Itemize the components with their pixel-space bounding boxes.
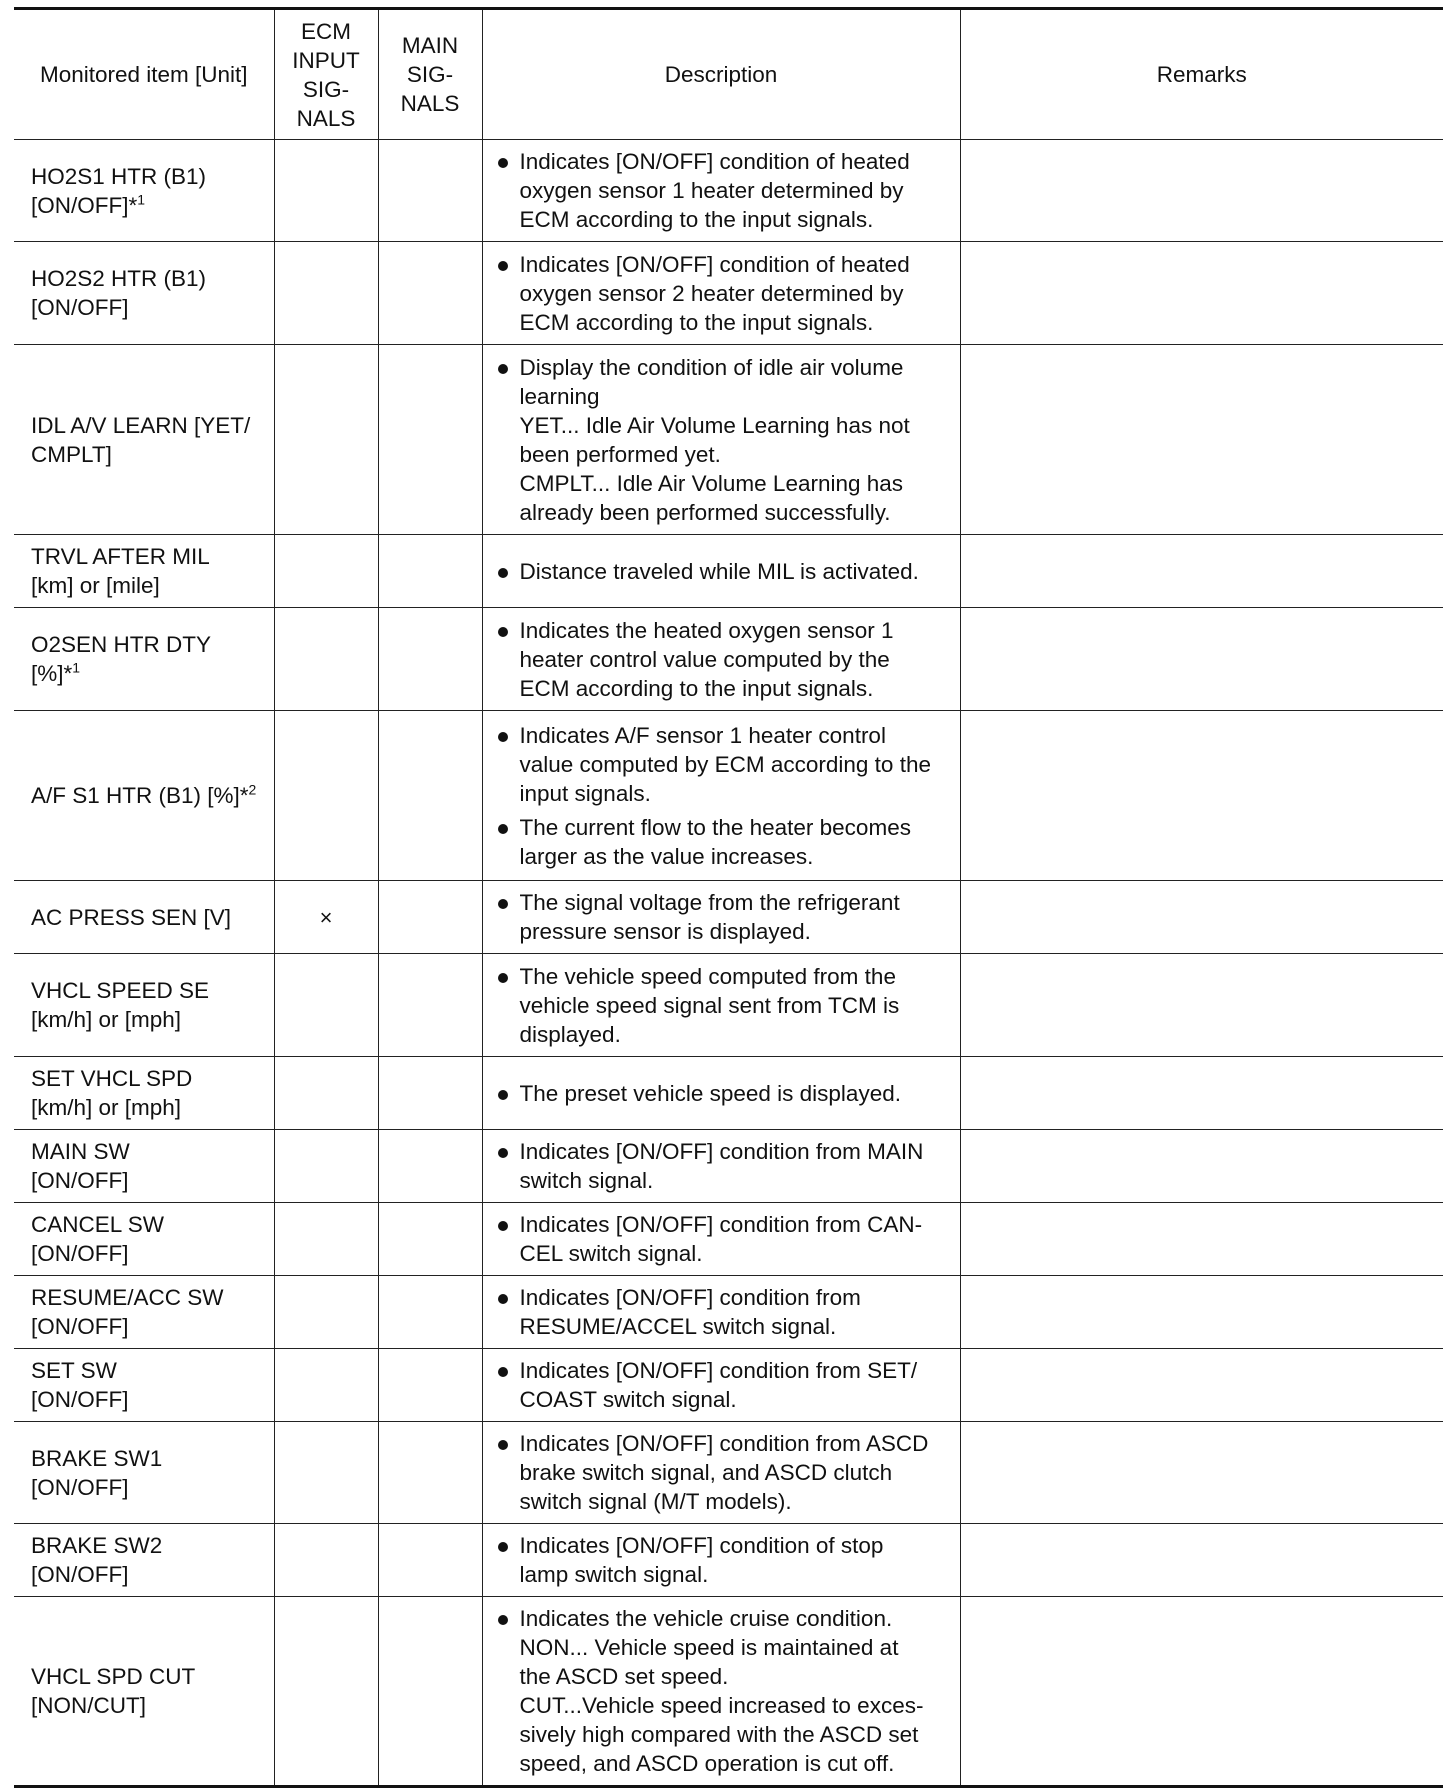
- remarks-cell: [960, 881, 1443, 954]
- description-line: CMPLT... Idle Air Volume Learning has: [519, 470, 904, 496]
- remarks-cell: [960, 1276, 1443, 1349]
- monitored-item-line: [ON/OFF]: [31, 295, 129, 320]
- description-bullets: [497, 1604, 952, 1778]
- description-line: Indicates [ON/OFF] condition from CAN-: [519, 1212, 923, 1237]
- description-bullets: [497, 250, 952, 337]
- ecm-input-signal-mark: [274, 1057, 378, 1130]
- description-bullets: [497, 888, 952, 946]
- footnote-marker: 2: [248, 781, 257, 798]
- header-ecm-line: NALS: [296, 105, 356, 131]
- ecm-input-signal-mark: [274, 1422, 378, 1524]
- table-row: [14, 1057, 1443, 1130]
- description-line: lamp switch signal.: [519, 1562, 709, 1587]
- table-row: [14, 1276, 1443, 1349]
- table-row: [14, 535, 1443, 608]
- header-main-line: SIG-: [406, 62, 454, 87]
- monitored-item-cell: [14, 535, 274, 608]
- ecm-input-signal-mark: [274, 608, 378, 711]
- ecm-input-signal-mark: [274, 140, 378, 242]
- monitored-item-line: AC PRESS SEN [V]: [31, 904, 232, 930]
- monitored-item-line: [ON/OFF]: [31, 1314, 129, 1339]
- header-remarks: Remarks: [960, 9, 1443, 140]
- remarks-cell: [960, 535, 1443, 608]
- monitored-item-cell: [14, 1057, 274, 1130]
- description-bullets: [497, 1429, 952, 1516]
- monitored-item-line-with-note: [31, 659, 266, 688]
- ecm-input-signal-mark: [274, 1524, 378, 1597]
- header-ecm-line: ECM: [301, 18, 351, 44]
- description-cell: [482, 1130, 960, 1203]
- description-line: CEL switch signal.: [519, 1241, 703, 1266]
- table-row: [14, 1524, 1443, 1597]
- ecm-input-signal-mark: [274, 242, 378, 345]
- description-line: Indicates [ON/OFF] condition from MAIN: [519, 1139, 924, 1164]
- monitored-item-line: [ON/OFF]*: [31, 192, 138, 218]
- description-line: CUT...Vehicle speed increased to exces-: [519, 1693, 924, 1718]
- description-line: vehicle speed signal sent from TCM is: [519, 992, 900, 1018]
- monitored-item-cell: [14, 881, 274, 954]
- monitored-item-line-with-note: [31, 781, 266, 810]
- description-line: ECM according to the input signals.: [519, 207, 874, 232]
- description-line: Indicates [ON/OFF] condition from SET/: [519, 1358, 918, 1383]
- ecm-input-signal-mark: [274, 345, 378, 535]
- description-line: Display the condition of idle air volume: [519, 354, 904, 380]
- description-line: switch signal (M/T models).: [519, 1489, 792, 1514]
- description-line: Indicates [ON/OFF] condition from: [519, 1285, 861, 1310]
- description-line: brake switch signal, and ASCD clutch: [519, 1460, 893, 1485]
- monitored-item-cell: [14, 345, 274, 535]
- monitored-item-line: [%]*: [31, 661, 73, 686]
- description-bullets: [497, 353, 952, 527]
- description-bullet: [497, 557, 952, 586]
- remarks-cell: [960, 1130, 1443, 1203]
- description-line: speed, and ASCD operation is cut off.: [519, 1751, 895, 1776]
- ecm-input-signal-mark: [274, 1597, 378, 1787]
- monitored-item-cell: [14, 711, 274, 881]
- remarks-cell: [960, 1057, 1443, 1130]
- description-line: The current flow to the heater becomes: [519, 814, 911, 840]
- description-bullets: [497, 147, 952, 234]
- description-line: sively high compared with the ASCD set: [519, 1722, 919, 1747]
- description-bullets: [497, 1210, 952, 1268]
- main-signal-mark: [378, 242, 482, 345]
- monitored-item-line: RESUME/ACC SW: [31, 1285, 224, 1310]
- monitored-item-line: [NON/CUT]: [31, 1693, 146, 1718]
- description-line: already been performed successfully.: [519, 499, 891, 525]
- footnote-marker: 1: [72, 659, 81, 676]
- table-row: [14, 1422, 1443, 1524]
- monitored-item-line: O2SEN HTR DTY: [31, 632, 212, 657]
- table-row: [14, 954, 1443, 1057]
- remarks-cell: [960, 954, 1443, 1057]
- remarks-cell: [960, 1524, 1443, 1597]
- monitored-item-line: TRVL AFTER MIL: [31, 544, 210, 569]
- table-row: [14, 1597, 1443, 1787]
- description-line: Indicates [ON/OFF] condition of heated: [519, 251, 910, 277]
- monitored-item-line: VHCL SPD CUT: [31, 1664, 196, 1689]
- monitored-item-line: SET SW: [31, 1358, 117, 1383]
- remarks-cell: [960, 242, 1443, 345]
- description-line: displayed.: [519, 1021, 621, 1047]
- main-signal-mark: [378, 1130, 482, 1203]
- description-cell: [482, 954, 960, 1057]
- monitored-item-cell: [14, 608, 274, 711]
- description-line: been performed yet.: [519, 441, 721, 467]
- monitored-item-cell: [14, 140, 274, 242]
- description-line: Indicates A/F sensor 1 heater control: [519, 722, 886, 748]
- header-row: [14, 9, 1443, 140]
- main-signal-mark: [378, 1422, 482, 1524]
- main-signal-mark: [378, 711, 482, 881]
- ecm-input-signal-mark: ×: [274, 881, 378, 954]
- table-row: [14, 1349, 1443, 1422]
- table-row: [14, 881, 1443, 954]
- description-line: learning: [519, 383, 600, 409]
- ecm-input-signal-mark: [274, 1203, 378, 1276]
- description-line: RESUME/ACCEL switch signal.: [519, 1314, 837, 1339]
- monitored-item-line: [ON/OFF]: [31, 1387, 129, 1412]
- table-row: [14, 1130, 1443, 1203]
- header-ecm-line: SIG-: [302, 76, 350, 102]
- description-line: The signal voltage from the refrigerant: [519, 890, 900, 915]
- monitored-item-line: HO2S1 HTR (B1): [31, 163, 207, 189]
- monitored-item-line: CMPLT]: [31, 441, 112, 467]
- description-line: The preset vehicle speed is displayed.: [519, 1080, 901, 1106]
- monitored-item-line: [km/h] or [mph]: [31, 1095, 182, 1120]
- description-bullet: [497, 1356, 952, 1414]
- table-row: [14, 608, 1443, 711]
- description-line: switch signal.: [519, 1168, 654, 1193]
- table-row: [14, 345, 1443, 535]
- table-row: [14, 1203, 1443, 1276]
- header-main-signals: [378, 9, 482, 140]
- monitored-item-line: A/F S1 HTR (B1) [%]*: [31, 783, 249, 808]
- table-row: [14, 140, 1443, 242]
- main-signal-mark: [378, 1057, 482, 1130]
- monitored-item-cell: [14, 1349, 274, 1422]
- description-line: Indicates [ON/OFF] condition from ASCD: [519, 1431, 929, 1456]
- description-bullet: [497, 888, 952, 946]
- table-row: [14, 242, 1443, 345]
- description-line: heater control value computed by the: [519, 646, 890, 672]
- description-line: Indicates the vehicle cruise condition.: [519, 1606, 893, 1631]
- description-bullet: [497, 1283, 952, 1341]
- description-bullet: [497, 1604, 952, 1778]
- ecm-input-signal-mark: [274, 1276, 378, 1349]
- description-bullets: [497, 962, 952, 1049]
- description-cell: [482, 1524, 960, 1597]
- description-bullets: [497, 557, 952, 586]
- footnote-marker: 1: [137, 191, 146, 207]
- monitored-item-line: [km] or [mile]: [31, 573, 160, 598]
- main-signal-mark: [378, 1276, 482, 1349]
- main-signal-mark: [378, 140, 482, 242]
- description-cell: [482, 535, 960, 608]
- main-signal-mark: [378, 608, 482, 711]
- monitored-item-line: IDL A/V LEARN [YET/: [31, 412, 251, 438]
- monitored-item-line: [km/h] or [mph]: [31, 1007, 182, 1032]
- monitored-item-line-with-note: [31, 191, 266, 220]
- remarks-cell: [960, 1422, 1443, 1524]
- main-signal-mark: [378, 1203, 482, 1276]
- description-line: Indicates [ON/OFF] condition of heated: [519, 149, 910, 174]
- monitored-item-cell: [14, 242, 274, 345]
- monitored-item-line: SET VHCL SPD: [31, 1066, 193, 1091]
- description-line: The vehicle speed computed from the: [519, 963, 896, 989]
- description-cell: [482, 1057, 960, 1130]
- description-bullet: [497, 250, 952, 337]
- main-signal-mark: [378, 345, 482, 535]
- monitored-item-line: BRAKE SW2: [31, 1533, 163, 1558]
- description-line: pressure sensor is displayed.: [519, 919, 811, 944]
- ecm-input-signal-mark: [274, 1130, 378, 1203]
- description-line: input signals.: [519, 780, 651, 806]
- description-line: Indicates the heated oxygen sensor 1: [519, 617, 894, 643]
- monitored-item-cell: [14, 954, 274, 1057]
- monitored-item-line: HO2S2 HTR (B1): [31, 266, 207, 291]
- remarks-cell: [960, 1597, 1443, 1787]
- table-body: [14, 140, 1443, 1787]
- description-bullet: [497, 1429, 952, 1516]
- description-bullet: [497, 1079, 952, 1108]
- monitored-item-cell: [14, 1130, 274, 1203]
- header-ecm-input-signals: [274, 9, 378, 140]
- monitored-item-cell: [14, 1422, 274, 1524]
- ecm-input-signal-mark: [274, 535, 378, 608]
- description-line: YET... Idle Air Volume Learning has not: [519, 412, 910, 438]
- monitored-items-table: [14, 7, 1443, 1788]
- monitored-item-line: MAIN SW: [31, 1139, 130, 1164]
- description-cell: [482, 345, 960, 535]
- description-cell: [482, 1276, 960, 1349]
- monitored-item-line: VHCL SPEED SE: [31, 978, 209, 1003]
- monitored-item-cell: [14, 1597, 274, 1787]
- header-description: Description: [482, 9, 960, 140]
- ecm-input-signal-mark: [274, 711, 378, 881]
- description-bullets: [497, 1283, 952, 1341]
- description-cell: [482, 242, 960, 345]
- description-line: oxygen sensor 1 heater determined by: [519, 178, 904, 203]
- description-line: larger as the value increases.: [519, 843, 814, 869]
- description-line: Distance traveled while MIL is activated.: [519, 558, 919, 584]
- description-bullets: [497, 1356, 952, 1414]
- monitored-item-cell: [14, 1276, 274, 1349]
- description-cell: [482, 1597, 960, 1787]
- description-bullet: [497, 1137, 952, 1195]
- main-signal-mark: [378, 1524, 482, 1597]
- description-bullet: [497, 353, 952, 527]
- remarks-cell: [960, 711, 1443, 881]
- description-cell: [482, 608, 960, 711]
- main-signal-mark: [378, 535, 482, 608]
- remarks-cell: [960, 1349, 1443, 1422]
- ecm-input-signal-mark: [274, 954, 378, 1057]
- description-cell: [482, 140, 960, 242]
- description-bullet: [497, 962, 952, 1049]
- description-bullets: [497, 616, 952, 703]
- main-signal-mark: [378, 954, 482, 1057]
- header-main-line: MAIN: [401, 33, 459, 58]
- main-signal-mark: [378, 1349, 482, 1422]
- monitored-item-line: BRAKE SW1: [31, 1445, 163, 1471]
- monitored-item-cell: [14, 1203, 274, 1276]
- description-cell: [482, 711, 960, 881]
- description-cell: [482, 1422, 960, 1524]
- description-cell: [482, 881, 960, 954]
- monitored-item-line: CANCEL SW: [31, 1212, 164, 1237]
- description-bullet: [497, 813, 952, 871]
- monitored-item-line: [ON/OFF]: [31, 1241, 129, 1266]
- remarks-cell: [960, 608, 1443, 711]
- remarks-cell: [960, 345, 1443, 535]
- table-row: [14, 711, 1443, 881]
- description-line: ECM according to the input signals.: [519, 309, 874, 335]
- monitored-item-line: [ON/OFF]: [31, 1562, 129, 1587]
- description-line: NON... Vehicle speed is maintained at: [519, 1635, 899, 1660]
- description-line: value computed by ECM according to the: [519, 751, 931, 777]
- remarks-cell: [960, 140, 1443, 242]
- monitored-item-line: [ON/OFF]: [31, 1474, 129, 1500]
- header-ecm-line: INPUT: [292, 47, 360, 73]
- monitored-item-cell: [14, 1524, 274, 1597]
- description-bullet: [497, 616, 952, 703]
- description-bullets: [497, 1531, 952, 1589]
- description-bullet: [497, 1210, 952, 1268]
- description-bullets: [497, 1137, 952, 1195]
- header-main-line: NALS: [400, 91, 460, 116]
- header-monitored-item: Monitored item [Unit]: [14, 9, 274, 140]
- description-line: Indicates [ON/OFF] condition of stop: [519, 1533, 884, 1558]
- description-line: the ASCD set speed.: [519, 1664, 729, 1689]
- description-bullets: [497, 721, 952, 871]
- description-bullets: [497, 1079, 952, 1108]
- description-cell: [482, 1203, 960, 1276]
- main-signal-mark: [378, 1597, 482, 1787]
- description-bullet: [497, 721, 952, 808]
- description-bullet: [497, 147, 952, 234]
- remarks-cell: [960, 1203, 1443, 1276]
- main-signal-mark: [378, 881, 482, 954]
- ecm-input-signal-mark: [274, 1349, 378, 1422]
- description-line: oxygen sensor 2 heater determined by: [519, 280, 904, 306]
- description-line: ECM according to the input signals.: [519, 675, 874, 701]
- monitored-item-line: [ON/OFF]: [31, 1168, 129, 1193]
- description-line: COAST switch signal.: [519, 1387, 737, 1412]
- description-cell: [482, 1349, 960, 1422]
- description-bullet: [497, 1531, 952, 1589]
